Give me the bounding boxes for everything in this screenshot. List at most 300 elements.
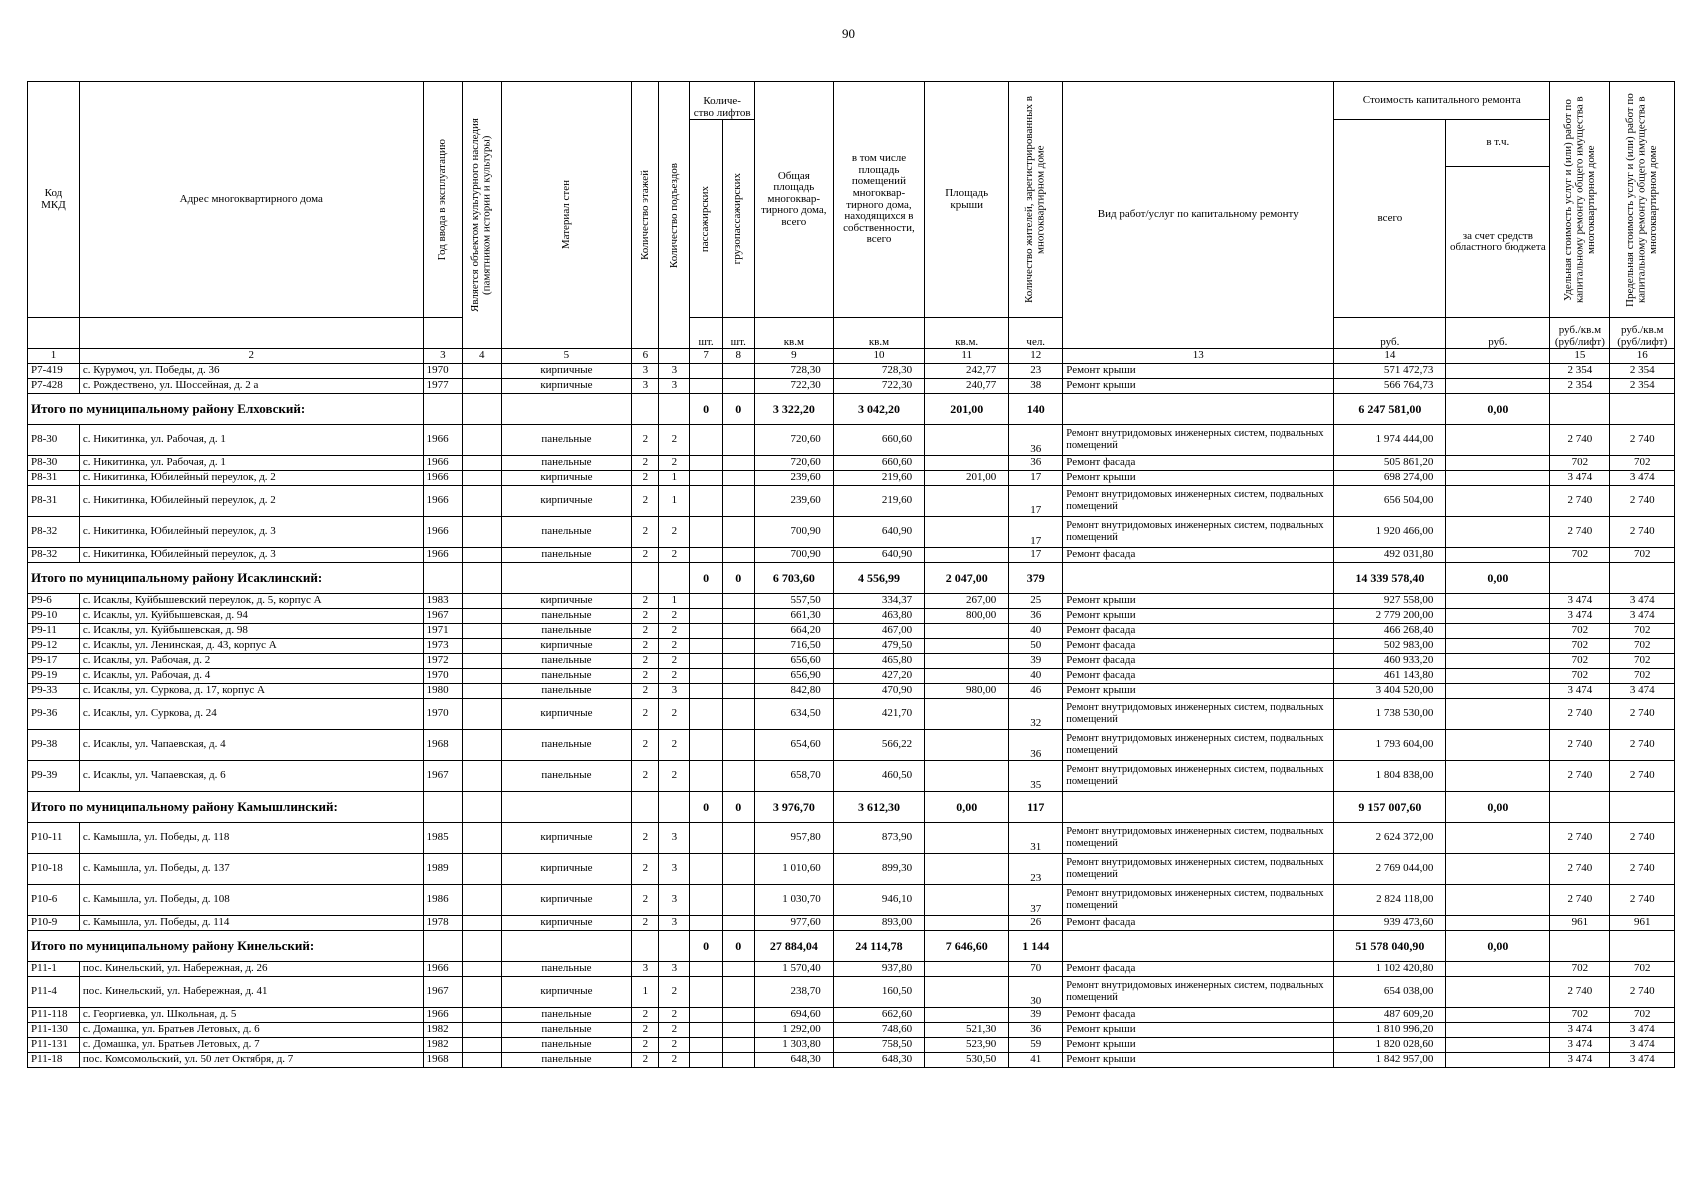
row-year: 1966 <box>423 486 462 517</box>
row-material: панельные <box>501 654 632 669</box>
row-passenger-lifts <box>690 548 722 563</box>
row-address: пос. Кинельский, ул. Набережная, д. 41 <box>79 977 423 1008</box>
row-work-type: Ремонт внутридомовых инженерных систем, подвальных помещений <box>1063 761 1334 792</box>
row-work-type: Ремонт внутридомовых инженерных систем, подвальных помещений <box>1063 854 1334 885</box>
row-roof-area <box>925 977 1009 1008</box>
row-passenger-lifts <box>690 684 722 699</box>
row-total-area: 700,90 <box>754 548 833 563</box>
row-roof-area: 240,77 <box>925 379 1009 394</box>
row-cost: 1 738 530,00 <box>1334 699 1446 730</box>
row-cost: 2 779 200,00 <box>1334 609 1446 624</box>
row-max-cost: 702 <box>1610 962 1675 977</box>
row-unit-cost: 2 740 <box>1550 517 1610 548</box>
row-owned-area: 640,90 <box>833 548 924 563</box>
row-heritage <box>463 962 501 977</box>
row-owned-area: 219,60 <box>833 471 924 486</box>
row-freight-lifts <box>722 1053 754 1068</box>
row-freight-lifts <box>722 517 754 548</box>
unit-pcs-freight: шт. <box>722 318 754 349</box>
row-residents: 26 <box>1009 916 1063 931</box>
row-year: 1982 <box>423 1038 462 1053</box>
row-residents: 32 <box>1009 699 1063 730</box>
row-total-area: 664,20 <box>754 624 833 639</box>
row-roof-area <box>925 669 1009 684</box>
total-freight-lifts: 0 <box>722 563 754 594</box>
row-cost: 1 974 444,00 <box>1334 425 1446 456</box>
row-year: 1983 <box>423 594 462 609</box>
row-heritage <box>463 669 501 684</box>
table-row <box>28 609 1675 624</box>
row-address: с. Георгиевка, ул. Школьная, д. 5 <box>79 1008 423 1023</box>
row-max-cost: 3 474 <box>1610 1023 1675 1038</box>
row-address: с. Камышла, ул. Победы, д. 108 <box>79 885 423 916</box>
row-residents: 36 <box>1009 425 1063 456</box>
row-floors: 2 <box>632 456 659 471</box>
row-passenger-lifts <box>690 517 722 548</box>
total-regional: 0,00 <box>1446 563 1550 594</box>
row-work-type: Ремонт крыши <box>1063 471 1334 486</box>
row-entrances: 3 <box>659 854 690 885</box>
row-freight-lifts <box>722 548 754 563</box>
row-regional <box>1446 977 1550 1008</box>
row-regional <box>1446 823 1550 854</box>
row-passenger-lifts <box>690 425 722 456</box>
row-year: 1971 <box>423 624 462 639</box>
row-floors: 2 <box>632 639 659 654</box>
row-roof-area <box>925 425 1009 456</box>
row-material: панельные <box>501 609 632 624</box>
row-material: кирпичные <box>501 471 632 486</box>
header-heritage: Является объектом культурного наследия (памятником истории и культуры) <box>463 82 501 349</box>
total-residents: 379 <box>1009 563 1063 594</box>
row-total-area: 716,50 <box>754 639 833 654</box>
row-cost: 466 268,40 <box>1334 624 1446 639</box>
row-freight-lifts <box>722 1008 754 1023</box>
row-cost: 1 820 028,60 <box>1334 1038 1446 1053</box>
row-total-area: 634,50 <box>754 699 833 730</box>
row-residents: 17 <box>1009 548 1063 563</box>
row-freight-lifts <box>722 699 754 730</box>
row-freight-lifts <box>722 885 754 916</box>
total-blank <box>423 931 462 962</box>
row-residents: 36 <box>1009 456 1063 471</box>
row-owned-area: 722,30 <box>833 379 924 394</box>
row-total-area: 1 570,40 <box>754 962 833 977</box>
row-max-cost: 2 740 <box>1610 730 1675 761</box>
row-passenger-lifts <box>690 854 722 885</box>
row-roof-area <box>925 1008 1009 1023</box>
row-floors: 3 <box>632 379 659 394</box>
row-floors: 2 <box>632 471 659 486</box>
header-passenger-lifts: пассажирских <box>690 120 722 318</box>
row-max-cost: 3 474 <box>1610 1038 1675 1053</box>
row-cost: 939 473,60 <box>1334 916 1446 931</box>
row-passenger-lifts <box>690 1053 722 1068</box>
row-owned-area: 660,60 <box>833 456 924 471</box>
row-regional <box>1446 1008 1550 1023</box>
row-address: пос. Кинельский, ул. Набережная, д. 26 <box>79 962 423 977</box>
row-unit-cost: 2 740 <box>1550 885 1610 916</box>
row-address: с. Исаклы, ул. Рабочая, д. 4 <box>79 669 423 684</box>
row-passenger-lifts <box>690 1038 722 1053</box>
total-freight-lifts: 0 <box>722 931 754 962</box>
row-residents: 35 <box>1009 761 1063 792</box>
table-row <box>28 594 1675 609</box>
col-num-10: 10 <box>833 349 924 364</box>
table-row <box>28 916 1675 931</box>
district-total-row <box>28 394 1675 425</box>
row-heritage <box>463 916 501 931</box>
row-floors: 2 <box>632 1023 659 1038</box>
row-roof-area <box>925 761 1009 792</box>
row-residents: 38 <box>1009 379 1063 394</box>
row-total-area: 656,60 <box>754 654 833 669</box>
row-freight-lifts <box>722 456 754 471</box>
header-lifts: Количе- ство лифтов <box>690 82 754 120</box>
total-blank <box>463 792 501 823</box>
row-regional <box>1446 654 1550 669</box>
row-heritage <box>463 379 501 394</box>
row-total-area: 1 303,80 <box>754 1038 833 1053</box>
row-freight-lifts <box>722 962 754 977</box>
table-row <box>28 471 1675 486</box>
row-regional <box>1446 379 1550 394</box>
row-max-cost: 702 <box>1610 548 1675 563</box>
row-address: с. Исаклы, ул. Суркова, д. 17, корпус А <box>79 684 423 699</box>
total-blank <box>1063 394 1334 425</box>
row-owned-area: 893,00 <box>833 916 924 931</box>
total-blank <box>659 394 690 425</box>
row-regional <box>1446 669 1550 684</box>
total-blank <box>1550 931 1610 962</box>
total-passenger-lifts: 0 <box>690 563 722 594</box>
row-regional <box>1446 594 1550 609</box>
row-work-type: Ремонт фасада <box>1063 916 1334 931</box>
row-regional <box>1446 761 1550 792</box>
row-residents: 40 <box>1009 669 1063 684</box>
col-num-5: 5 <box>501 349 632 364</box>
total-blank <box>423 563 462 594</box>
table-row <box>28 669 1675 684</box>
row-total-area: 557,50 <box>754 594 833 609</box>
row-unit-cost: 2 354 <box>1550 379 1610 394</box>
row-regional <box>1446 471 1550 486</box>
row-roof-area: 521,30 <box>925 1023 1009 1038</box>
row-owned-area: 728,30 <box>833 364 924 379</box>
row-freight-lifts <box>722 379 754 394</box>
header-total-area: Общая площадь многоквар- тирного дома, всего <box>754 82 833 318</box>
row-regional <box>1446 916 1550 931</box>
row-freight-lifts <box>722 425 754 456</box>
row-code: Р7-419 <box>28 364 80 379</box>
total-freight-lifts: 0 <box>722 394 754 425</box>
total-blank <box>659 931 690 962</box>
total-label: Итого по муниципальному району Кинельский: <box>28 931 424 962</box>
row-freight-lifts <box>722 594 754 609</box>
row-passenger-lifts <box>690 364 722 379</box>
row-entrances: 2 <box>659 425 690 456</box>
row-address: с. Исаклы, ул. Суркова, д. 24 <box>79 699 423 730</box>
row-owned-area: 662,60 <box>833 1008 924 1023</box>
row-residents: 40 <box>1009 624 1063 639</box>
row-code: Р7-428 <box>28 379 80 394</box>
table-row <box>28 1008 1675 1023</box>
row-total-area: 977,60 <box>754 916 833 931</box>
header-entrances: Количество подъездов <box>659 82 690 349</box>
row-residents: 46 <box>1009 684 1063 699</box>
header-residents: Количество жителей, зарегистрированных в многоквартирном доме <box>1009 82 1063 318</box>
row-passenger-lifts <box>690 1008 722 1023</box>
total-blank <box>632 394 659 425</box>
col-num-1: 1 <box>28 349 80 364</box>
row-residents: 30 <box>1009 977 1063 1008</box>
row-unit-cost: 2 740 <box>1550 699 1610 730</box>
row-floors: 3 <box>632 364 659 379</box>
row-unit-cost: 3 474 <box>1550 1053 1610 1068</box>
row-roof-area <box>925 548 1009 563</box>
col-num-13: 13 <box>1063 349 1334 364</box>
row-code: Р8-31 <box>28 471 80 486</box>
row-work-type: Ремонт внутридомовых инженерных систем, подвальных помещений <box>1063 699 1334 730</box>
row-code: Р9-17 <box>28 654 80 669</box>
row-heritage <box>463 425 501 456</box>
header-unit-cost: Удельная стоимость услуг и (или) работ по капитальному ремонту общего имущества в многоквартирном доме <box>1550 82 1610 318</box>
row-residents: 50 <box>1009 639 1063 654</box>
table-row <box>28 548 1675 563</box>
district-total-row <box>28 792 1675 823</box>
row-heritage <box>463 761 501 792</box>
row-freight-lifts <box>722 916 754 931</box>
row-owned-area: 467,00 <box>833 624 924 639</box>
table-body <box>28 364 1675 1068</box>
row-max-cost: 2 354 <box>1610 364 1675 379</box>
row-total-area: 720,60 <box>754 425 833 456</box>
table-row <box>28 654 1675 669</box>
table-row <box>28 1038 1675 1053</box>
col-num-15: 15 <box>1550 349 1610 364</box>
row-code: Р8-32 <box>28 548 80 563</box>
unit-rub-per-sqm: руб./кв.м (руб/лифт) <box>1550 318 1610 349</box>
row-code: Р9-38 <box>28 730 80 761</box>
row-work-type: Ремонт крыши <box>1063 1053 1334 1068</box>
row-heritage <box>463 854 501 885</box>
total-blank <box>1550 563 1610 594</box>
row-address: с. Никитинка, Юбилейный переулок, д. 3 <box>79 517 423 548</box>
total-roof-area: 201,00 <box>925 394 1009 425</box>
row-entrances: 2 <box>659 699 690 730</box>
row-max-cost: 702 <box>1610 624 1675 639</box>
row-regional <box>1446 854 1550 885</box>
row-cost: 566 764,73 <box>1334 379 1446 394</box>
row-code: Р8-32 <box>28 517 80 548</box>
row-owned-area: 566,22 <box>833 730 924 761</box>
row-passenger-lifts <box>690 594 722 609</box>
unit-blank-3 <box>423 318 462 349</box>
row-year: 1986 <box>423 885 462 916</box>
row-entrances: 2 <box>659 654 690 669</box>
row-floors: 2 <box>632 823 659 854</box>
row-address: с. Никитинка, Юбилейный переулок, д. 3 <box>79 548 423 563</box>
row-floors: 2 <box>632 684 659 699</box>
table-row <box>28 624 1675 639</box>
row-material: панельные <box>501 517 632 548</box>
row-code: Р9-11 <box>28 624 80 639</box>
row-material: панельные <box>501 962 632 977</box>
row-address: с. Никитинка, ул. Рабочая, д. 1 <box>79 425 423 456</box>
row-unit-cost: 2 740 <box>1550 977 1610 1008</box>
unit-blank-2 <box>79 318 423 349</box>
row-address: с. Домашка, ул. Братьев Летовых, д. 6 <box>79 1023 423 1038</box>
total-blank <box>632 563 659 594</box>
col-num-12: 12 <box>1009 349 1063 364</box>
header-cost-incl: в т.ч. <box>1446 120 1550 167</box>
table-row <box>28 486 1675 517</box>
row-code: Р10-18 <box>28 854 80 885</box>
row-max-cost: 2 740 <box>1610 699 1675 730</box>
row-cost: 1 793 604,00 <box>1334 730 1446 761</box>
row-roof-area: 201,00 <box>925 471 1009 486</box>
total-passenger-lifts: 0 <box>690 394 722 425</box>
row-material: панельные <box>501 761 632 792</box>
total-blank <box>1063 563 1334 594</box>
row-work-type: Ремонт внутридомовых инженерных систем, подвальных помещений <box>1063 977 1334 1008</box>
total-cost: 14 339 578,40 <box>1334 563 1446 594</box>
row-material: панельные <box>501 1038 632 1053</box>
total-residents: 117 <box>1009 792 1063 823</box>
row-address: с. Исаклы, ул. Рабочая, д. 2 <box>79 654 423 669</box>
row-work-type: Ремонт фасада <box>1063 548 1334 563</box>
row-address: с. Исаклы, ул. Куйбышевская, д. 98 <box>79 624 423 639</box>
row-cost: 927 558,00 <box>1334 594 1446 609</box>
total-freight-lifts: 0 <box>722 792 754 823</box>
row-passenger-lifts <box>690 486 722 517</box>
row-heritage <box>463 885 501 916</box>
row-address: с. Никитинка, ул. Рабочая, д. 1 <box>79 456 423 471</box>
row-address: с. Исаклы, ул. Ленинская, д. 43, корпус А <box>79 639 423 654</box>
row-max-cost: 2 740 <box>1610 486 1675 517</box>
table-row <box>28 364 1675 379</box>
row-unit-cost: 2 354 <box>1550 364 1610 379</box>
col-num-14b <box>1446 349 1550 364</box>
table-row <box>28 854 1675 885</box>
row-cost: 505 861,20 <box>1334 456 1446 471</box>
row-unit-cost: 3 474 <box>1550 684 1610 699</box>
row-year: 1989 <box>423 854 462 885</box>
total-owned-area: 4 556,99 <box>833 563 924 594</box>
row-roof-area <box>925 456 1009 471</box>
row-regional <box>1446 425 1550 456</box>
row-owned-area: 463,80 <box>833 609 924 624</box>
row-owned-area: 758,50 <box>833 1038 924 1053</box>
row-code: Р11-4 <box>28 977 80 1008</box>
row-year: 1966 <box>423 471 462 486</box>
row-work-type: Ремонт фасада <box>1063 1008 1334 1023</box>
row-entrances: 2 <box>659 456 690 471</box>
total-blank <box>501 563 632 594</box>
row-total-area: 700,90 <box>754 517 833 548</box>
row-code: Р11-1 <box>28 962 80 977</box>
row-material: кирпичные <box>501 379 632 394</box>
row-regional <box>1446 1038 1550 1053</box>
row-material: панельные <box>501 1023 632 1038</box>
row-floors: 2 <box>632 609 659 624</box>
row-year: 1966 <box>423 962 462 977</box>
page-number: 90 <box>842 26 855 41</box>
row-roof-area <box>925 916 1009 931</box>
row-owned-area: 648,30 <box>833 1053 924 1068</box>
table-row <box>28 1053 1675 1068</box>
row-entrances: 2 <box>659 1008 690 1023</box>
row-entrances: 2 <box>659 624 690 639</box>
row-regional <box>1446 517 1550 548</box>
row-owned-area: 479,50 <box>833 639 924 654</box>
row-roof-area <box>925 517 1009 548</box>
row-material: панельные <box>501 730 632 761</box>
row-residents: 36 <box>1009 730 1063 761</box>
row-residents: 25 <box>1009 594 1063 609</box>
row-material: панельные <box>501 624 632 639</box>
row-max-cost: 702 <box>1610 639 1675 654</box>
row-unit-cost: 2 740 <box>1550 486 1610 517</box>
row-owned-area: 421,70 <box>833 699 924 730</box>
col-num-3: 3 <box>423 349 462 364</box>
total-blank <box>632 792 659 823</box>
row-total-area: 239,60 <box>754 471 833 486</box>
row-material: панельные <box>501 1053 632 1068</box>
row-residents: 23 <box>1009 364 1063 379</box>
row-roof-area <box>925 699 1009 730</box>
row-heritage <box>463 486 501 517</box>
total-blank <box>659 792 690 823</box>
row-unit-cost: 2 740 <box>1550 854 1610 885</box>
header-code: Код МКД <box>28 82 80 318</box>
row-code: Р9-36 <box>28 699 80 730</box>
row-freight-lifts <box>722 486 754 517</box>
row-floors: 2 <box>632 425 659 456</box>
row-roof-area: 800,00 <box>925 609 1009 624</box>
col-num-8: 8 <box>722 349 754 364</box>
row-heritage <box>463 364 501 379</box>
row-address: с. Камышла, ул. Победы, д. 114 <box>79 916 423 931</box>
row-floors: 2 <box>632 594 659 609</box>
total-owned-area: 3 612,30 <box>833 792 924 823</box>
total-blank <box>632 931 659 962</box>
unit-rub-per-sqm-max: руб./кв.м (руб/лифт) <box>1610 318 1675 349</box>
row-residents: 41 <box>1009 1053 1063 1068</box>
unit-sqm-total: кв.м <box>754 318 833 349</box>
col-num-7: 7 <box>690 349 722 364</box>
row-year: 1970 <box>423 669 462 684</box>
row-max-cost: 3 474 <box>1610 471 1675 486</box>
col-num-6b <box>659 349 690 364</box>
row-passenger-lifts <box>690 1023 722 1038</box>
table-row <box>28 684 1675 699</box>
row-regional <box>1446 1023 1550 1038</box>
row-max-cost: 961 <box>1610 916 1675 931</box>
row-work-type: Ремонт внутридомовых инженерных систем, подвальных помещений <box>1063 517 1334 548</box>
row-owned-area: 748,60 <box>833 1023 924 1038</box>
row-work-type: Ремонт внутридомовых инженерных систем, подвальных помещений <box>1063 425 1334 456</box>
total-cost: 9 157 007,60 <box>1334 792 1446 823</box>
total-blank <box>659 563 690 594</box>
total-passenger-lifts: 0 <box>690 792 722 823</box>
row-entrances: 3 <box>659 684 690 699</box>
row-year: 1982 <box>423 1023 462 1038</box>
row-material: кирпичные <box>501 699 632 730</box>
row-entrances: 3 <box>659 823 690 854</box>
row-address: с. Домашка, ул. Братьев Летовых, д. 7 <box>79 1038 423 1053</box>
total-blank <box>463 394 501 425</box>
